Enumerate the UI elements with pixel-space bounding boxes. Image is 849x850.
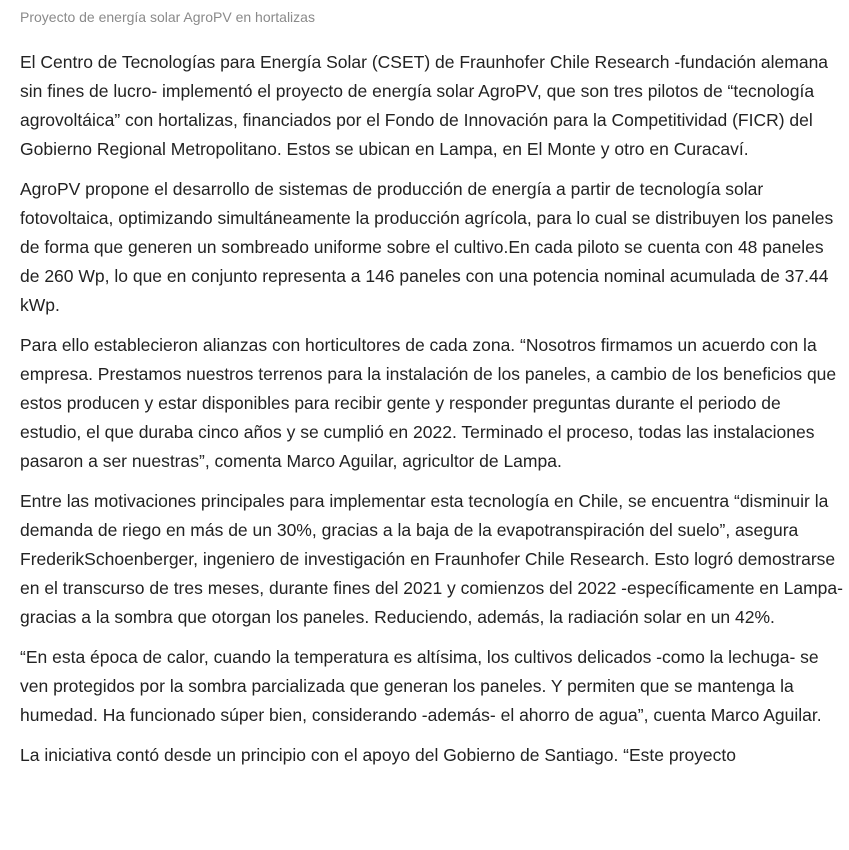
article-paragraph: AgroPV propone el desarrollo de sistemas de producción de energía a partir de tecnología solar fotovoltaica, optimizando simultáneamente la producción agrícola, para lo cual se distribuyen los paneles de forma que generen un sombreado uniforme sobre el cultivo.En cada piloto se cuenta con 48 paneles de 260 Wp, lo que en conjunto representa a 146 paneles con una potencia nominal acumulada de 37.44 kWp. <box>20 179 834 315</box>
article-paragraph: La iniciativa contó desde un principio con el apoyo del Gobierno de Santiago. “Este proyecto <box>20 745 737 765</box>
article-body <box>20 48 846 781</box>
article-paragraph: “En esta época de calor, cuando la temperatura es altísima, los cultivos delicados -como la lechuga- se ven protegidos por la sombra parcializada que generan los paneles. Y permiten que se mantenga la humedad. Ha funcionado súper bien, considerando -además- el ahorro de agua”, cuenta Marco Aguilar. <box>20 647 822 725</box>
image-caption: Proyecto de energía solar AgroPV en hortalizas <box>20 9 315 25</box>
article-paragraph: Entre las motivaciones principales para implementar esta tecnología en Chile, se encuentra “disminuir la demanda de riego en más de un 30%, gracias a la baja de la evapotranspiración del suelo”, asegura FrederikSchoenberger, ingeniero de investigación en Fraunhofer Chile Research. Esto logró demostrarse en el transcurso de tres meses, durante fines del 2021 y comienzos del 2022 -específicamente en Lampa- gracias a la sombra que otorgan los paneles. Reduciendo, además, la radiación solar en un 42%. <box>20 491 843 627</box>
article-paragraph: El Centro de Tecnologías para Energía Solar (CSET) de Fraunhofer Chile Research -fundación alemana sin fines de lucro- implementó el proyecto de energía solar AgroPV, que son tres pilotos de “tecnología agrovoltáica” con hortalizas, financiados por el Fondo de Innovación para la Competitividad (FICR) del Gobierno Regional Metropolitano. Estos se ubican en Lampa, en El Monte y otro en Curacaví. <box>20 52 829 159</box>
article-paragraph: Para ello establecieron alianzas con horticultores de cada zona. “Nosotros firmamos un acuerdo con la empresa. Prestamos nuestros terrenos para la instalación de los paneles, a cambio de los beneficios que estos producen y estar disponibles para recibir gente y responder preguntas durante el periodo de estudio, el que duraba cinco años y se cumplió en 2022. Terminado el proceso, todas las instalaciones pasaron a ser nuestras”, comenta Marco Aguilar, agricultor de Lampa. <box>20 335 837 471</box>
